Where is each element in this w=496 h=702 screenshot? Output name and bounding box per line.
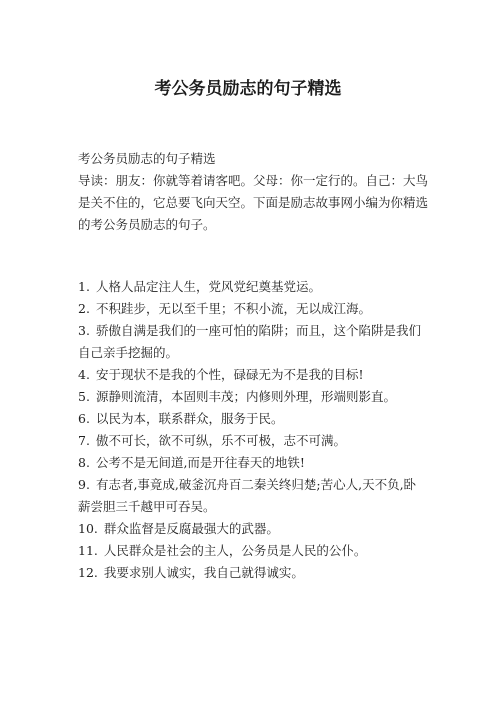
list-item [78, 276, 428, 298]
list-item-number: 5. [78, 389, 90, 404]
list-item-number: 2. [78, 301, 90, 316]
quote-list [78, 276, 428, 584]
list-item-number: 10. [78, 521, 98, 536]
list-item [78, 408, 428, 430]
list-item-text: 人格人品定注人生，党风党纪奠基党运。 [95, 279, 321, 294]
list-item [78, 452, 428, 474]
list-item-number: 12. [78, 565, 98, 580]
intro-paragraph: 导读：朋友：你就等着请客吧。父母：你一定行的。自己：大鸟是关不住的，它总要飞向天空。下面是励志故事网小编为你精选的考公务员励志的句子。 [78, 173, 429, 232]
list-item [78, 540, 428, 562]
list-item-text: 我要求别人诚实，我自己就得诚实。 [103, 565, 304, 580]
list-item [78, 320, 428, 364]
list-item [78, 430, 428, 452]
list-item-text: 傲不可长，欲不可纵，乐不可极，志不可满。 [95, 433, 346, 448]
list-item-text: 人民群众是社会的主人，公务员是人民的公仆。 [103, 543, 367, 558]
intro-heading: 考公务员励志的句子精选 [78, 151, 216, 166]
list-item-number: 11. [78, 543, 98, 558]
list-item-number: 4. [78, 367, 90, 382]
intro-section [78, 148, 428, 236]
list-item [78, 386, 428, 408]
list-item-text: 源静则流清，本固则丰茂；内修则外理，形端则影直。 [95, 389, 396, 404]
list-item-text: 安于现状不是我的个性，碌碌无为不是我的目标! [95, 367, 364, 382]
list-item [78, 474, 428, 518]
list-item-number: 9. [78, 477, 90, 492]
page-title: 考公务员励志的句子精选 [154, 79, 342, 99]
list-item-number: 1. [78, 279, 90, 294]
list-item-number: 8. [78, 455, 90, 470]
list-item-text: 群众监督是反腐最强大的武器。 [103, 521, 279, 536]
list-item-text: 不积跬步，无以至千里；不积小流，无以成江海。 [95, 301, 371, 316]
list-item [78, 364, 428, 386]
list-item [78, 518, 428, 540]
list-item [78, 562, 428, 584]
list-item-text: 以民为本，联系群众，服务于民。 [95, 411, 284, 426]
list-item-text: 骄傲自满是我们的一座可怕的陷阱；而且，这个陷阱是我们自己亲手挖掘的。 [78, 323, 421, 360]
list-item-text: 公考不是无间道,而是开往春天的地铁! [95, 455, 305, 470]
list-item [78, 298, 428, 320]
list-item-text: 有志者,事竟成,破釜沉舟百二秦关终归楚;苦心人,天不负,卧薪尝胆三千越甲可吞吴。 [78, 477, 417, 514]
list-item-number: 7. [78, 433, 90, 448]
list-item-number: 6. [78, 411, 90, 426]
list-item-number: 3. [78, 323, 90, 338]
